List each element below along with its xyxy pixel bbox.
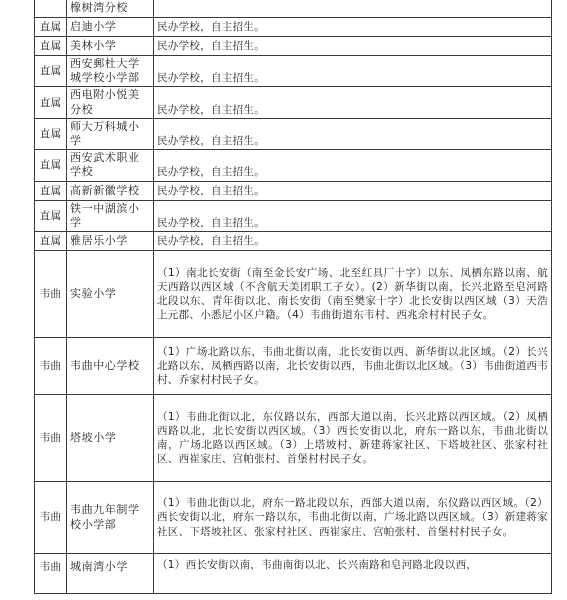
district-cell: 直属 xyxy=(35,200,67,231)
school-name-cell: 启迪小学 xyxy=(67,18,154,37)
school-name-cell: 西安武术职业学校 xyxy=(67,150,154,181)
district-cell: 韦曲 xyxy=(35,251,67,338)
district-cell: 韦曲 xyxy=(35,338,67,395)
enrollment-area-cell xyxy=(154,0,552,18)
table-row xyxy=(35,181,552,200)
table-row xyxy=(35,18,552,37)
table-row xyxy=(35,482,552,554)
enrollment-area-cell: 民办学校，自主招生。 xyxy=(154,150,552,181)
district-cell: 直属 xyxy=(35,18,67,37)
table-row xyxy=(35,554,552,594)
district-cell: 直属 xyxy=(35,181,67,200)
school-name-cell: 雅居乐小学 xyxy=(67,232,154,251)
school-name-cell: 西电附小悦美分校 xyxy=(67,87,154,118)
district-cell: 直属 xyxy=(35,118,67,149)
table-row xyxy=(35,150,552,181)
enrollment-area-cell: （1）南北长安街（南至金长安广场、北至红具厂十字）以东、凤栖东路以南、航天西路以西区域（不含航天美团职工子女）。(2）新华街以南，长兴北路至皂河路北段以东、青年街以北、南长安街（南至樊家十字）北长安街以西区域（3）天浩上元郡、小悉尼小区户籍。（4）韦曲街道东韦村、西兆余村村民子女。 xyxy=(154,251,552,338)
enrollment-area-cell: 民办学校，自主招生。 xyxy=(154,18,552,37)
school-name-cell: 美林小学 xyxy=(67,37,154,56)
enrollment-area-cell: （1）韦曲北街以北，府东一路北段以东，西部大道以南，东仪路以西区域。（2）西长安街以北，府东一路以东，韦曲北街以南，广场北路以西区域。（3）新建蒋家社区、下塔坡社区、张家村社区、西崔家庄、宫帕张村、首堡村村民子女。 xyxy=(154,482,552,554)
table-row xyxy=(35,0,552,18)
enrollment-area-cell: （1）西长安街以南，韦曲南街以北、长兴南路和皂河路北段以西， xyxy=(154,554,552,594)
enrollment-area-cell: 民办学校，自主招生。 xyxy=(154,37,552,56)
enrollment-area-cell: 民办学校，自主招生。 xyxy=(154,118,552,149)
school-name-cell: 实验小学 xyxy=(67,251,154,338)
table-row xyxy=(35,338,552,395)
district-cell: 韦曲 xyxy=(35,554,67,594)
district-cell: 直属 xyxy=(35,232,67,251)
enrollment-area-cell: （1）韦曲北街以北，东仪路以东，西部大道以南，长兴北路以西区域。（2）凤栖西路以北，北长安街以西区域。（3）西长安街以北，府东一路以东，韦曲北街以南，广场北路以西区域。（3）上塔坡村、新建蒋家社区、下塔坡社区、张家村社区、西崔家庄、宫帕张村、首堡村村民子女。 xyxy=(154,395,552,482)
district-cell: 直属 xyxy=(35,56,67,87)
table-row xyxy=(35,251,552,338)
table-row xyxy=(35,56,552,87)
enrollment-area-cell: 民办学校，自主招生。 xyxy=(154,200,552,231)
enrollment-area-cell: 民办学校，自主招生。 xyxy=(154,56,552,87)
school-name-cell: 高新新徽学校 xyxy=(67,181,154,200)
district-cell: 直属 xyxy=(35,150,67,181)
district-cell: 直属 xyxy=(35,87,67,118)
enrollment-area-cell: 民办学校，自主招生。 xyxy=(154,87,552,118)
district-cell: 直属 xyxy=(35,37,67,56)
table-row xyxy=(35,37,552,56)
school-name-cell: 师大万科城小学 xyxy=(67,118,154,149)
school-name-cell: 西安郵杜大学城学校小学部 xyxy=(67,56,154,87)
district-cell: 韦曲 xyxy=(35,482,67,554)
table-row xyxy=(35,200,552,231)
school-name-cell: 韦曲中心学校 xyxy=(67,338,154,395)
school-name-cell: 韦曲九年制学校小学部 xyxy=(67,482,154,554)
school-name-cell: 铁一中湖滨小学 xyxy=(67,200,154,231)
school-name-cell: 塔坡小学 xyxy=(67,395,154,482)
school-name-cell: 城南湾小学 xyxy=(67,554,154,594)
table-row xyxy=(35,232,552,251)
enrollment-area-cell: 民办学校，自主招生。 xyxy=(154,232,552,251)
district-cell: 韦曲 xyxy=(35,395,67,482)
table-row xyxy=(35,118,552,149)
table-row xyxy=(35,87,552,118)
enrollment-area-cell: （1）广场北路以东，韦曲北街以南，北长安街以西、新华街以北区域。（2）长兴北路以东、凤栖西路以南，北长安街以西，韦曲北街以北区域。（3）韦曲街道西韦村、乔家村村民子女。 xyxy=(154,338,552,395)
table-row xyxy=(35,395,552,482)
district-cell xyxy=(35,0,67,18)
enrollment-area-cell: 民办学校，自主招生。 xyxy=(154,181,552,200)
school-enrollment-table xyxy=(34,0,552,594)
school-name-cell: 橡树湾分校 xyxy=(67,0,154,18)
